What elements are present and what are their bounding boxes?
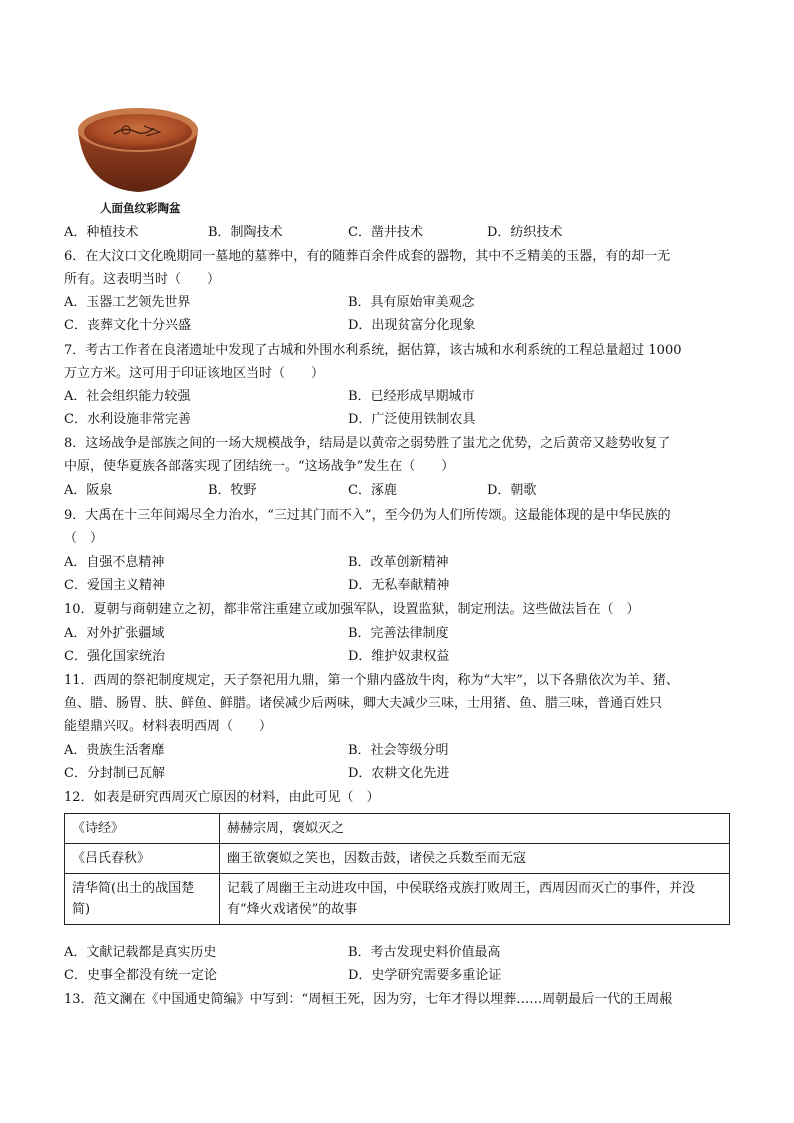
q10-option-b: B．完善法律制度 (348, 626, 449, 641)
q7-stem-line-1: 7．考古工作者在良渚遗址中发现了古城和外围水利系统，据估算，该古城和水利系统的工程总量超过 1000 (64, 343, 682, 358)
q10-option-a: A．对外扩张疆域 (64, 626, 165, 641)
q7-option-b: B．已经形成早期城市 (348, 389, 475, 404)
q7-option-d: D．广泛使用铁制农具 (348, 412, 476, 427)
q12-option-c: C．史事全都没有统一定论 (64, 968, 217, 983)
q12-option-a: A．文献记载都是真实历史 (64, 945, 217, 960)
q11-option-c: C．分封制已瓦解 (64, 766, 165, 781)
q6-option-b: B．具有原始审美观念 (348, 295, 475, 310)
q9-option-c: C．爱国主义精神 (64, 578, 165, 593)
q13-stem-line-1: 13．范文澜在《中国通史简编》中写到：“周桓王死，因为穷，七年才得以埋葬……周朝最后一代的王周赧 (64, 992, 673, 1007)
table-cell-content: 赫赫宗周，褒姒灭之 (220, 814, 730, 844)
q8-option-d: D．朝歌 (487, 483, 537, 498)
painted-pottery-basin-image (74, 100, 202, 215)
q12-option-b: B．考古发现史料价值最高 (348, 945, 501, 960)
q11-stem-line-2: 鱼、腊、肠胃、肤、鲜鱼、鲜腊。诸侯减少后两味，卿大夫减少三味，士用猪、鱼、腊三味，普通百姓只 (64, 696, 663, 711)
q6-stem-line-1: 6．在大汶口文化晚期同一墓地的墓葬中，有的随葬百余件成套的器物，其中不乏精美的玉器，有的却一无 (64, 249, 671, 264)
q8-option-c: C．涿鹿 (348, 483, 397, 498)
q6-option-c: C．丧葬文化十分兴盛 (64, 318, 191, 333)
q6-option-a: A．玉器工艺领先世界 (64, 295, 191, 310)
table-cell-content: 记载了周幽王主动进攻中国，中侯联络戎族打败周王，西周因而灭亡的事件，并没有“烽火戏诸侯”的故事 (220, 874, 730, 925)
table-row (65, 844, 730, 874)
q10-option-d: D．维护奴隶权益 (348, 649, 450, 664)
q11-stem-line-1: 11．西周的祭祀制度规定，天子祭祀用九鼎，第一个鼎内盛放牛肉，称为“大牢”，以下各鼎依次为羊、猪、 (64, 673, 679, 688)
q8-stem-line-2: 中原，使华夏族各部落实现了团结统一。“这场战争”发生在（ ） (64, 459, 455, 474)
figure-caption: 人面鱼纹彩陶盆 (100, 201, 181, 215)
q12-option-d: D．史学研究需要多重论证 (348, 968, 502, 983)
table-row (65, 874, 730, 925)
q9-option-a: A．自强不息精神 (64, 555, 165, 570)
q9-option-d: D．无私奉献精神 (348, 578, 450, 593)
q11-option-b: B．社会等级分明 (348, 743, 449, 758)
table-cell-source: 《吕氏春秋》 (65, 844, 220, 874)
q12-stem-line-1: 12．如表是研究西周灭亡原因的材料，由此可见（ ） (64, 790, 380, 805)
q9-stem-line-1: 9．大禹在十三年间竭尽全力治水，“三过其门而不入”，至今仍为人们所传颂。这最能体现的是中华民族的 (64, 508, 671, 523)
table-cell-content: 幽王欲褒姒之笑也，因数击鼓，诸侯之兵数至而无寇 (220, 844, 730, 874)
q6-stem-line-2: 所有。这表明当时（ ） (64, 272, 221, 287)
q8-option-a: A．阪泉 (64, 483, 113, 498)
q6-option-d: D．出现贫富分化现象 (348, 318, 476, 333)
q11-stem-line-3: 能望鼎兴叹。材料表明西周（ ） (64, 719, 273, 734)
table-cell-source: 清华简(出土的战国楚简) (65, 874, 220, 925)
q5-option-a: A．种植技术 (64, 225, 139, 240)
q9-stem-line-2: （ ） (64, 531, 104, 546)
q8-option-b: B．牧野 (208, 483, 257, 498)
q8-stem-line-1: 8．这场战争是部族之间的一场大规模战争，结局是以黄帝之弱势胜了蚩尤之优势，之后黄帝又趁势收复了 (64, 436, 671, 451)
q12-source-table (64, 813, 730, 925)
q5-option-d: D．纺织技术 (487, 225, 563, 240)
q11-option-d: D．农耕文化先进 (348, 766, 450, 781)
q5-option-b: B．制陶技术 (208, 225, 283, 240)
q5-option-c: C．凿井技术 (348, 225, 423, 240)
q7-option-c: C．水利设施非常完善 (64, 412, 191, 427)
q10-stem-line-1: 10．夏朝与商朝建立之初，都非常注重建立或加强军队，设置监狱，制定刑法。这些做法旨在（ ） (64, 602, 640, 617)
q9-option-b: B．改革创新精神 (348, 555, 449, 570)
table-cell-source: 《诗经》 (65, 814, 220, 844)
table-row (65, 814, 730, 844)
q7-option-a: A．社会组织能力较强 (64, 389, 191, 404)
q11-option-a: A．贵族生活奢靡 (64, 743, 165, 758)
q10-option-c: C．强化国家统治 (64, 649, 165, 664)
q7-stem-line-2: 万立方米。这可用于印证该地区当时（ ） (64, 366, 325, 381)
